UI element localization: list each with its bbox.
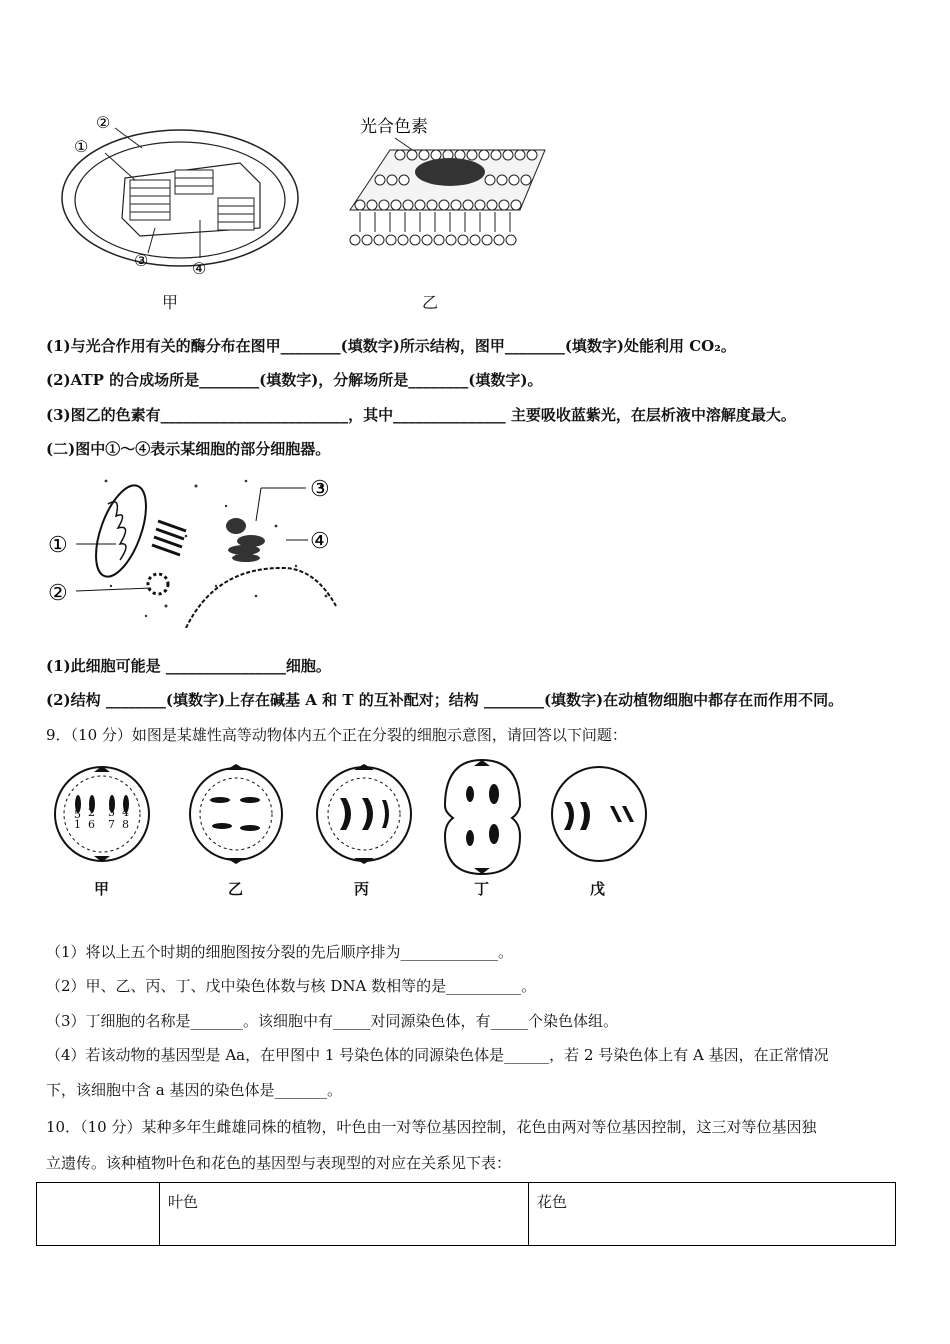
- q9-sub2: （2）甲、乙、丙、丁、戊中染色体数与核 DNA 数相等的是__________。: [46, 977, 537, 995]
- phenotype-table: [36, 1182, 896, 1246]
- cell-label-bing: 丙: [354, 880, 370, 898]
- table-header-empty: [37, 1183, 160, 1246]
- dividing-cells-figure: [50, 756, 650, 904]
- organelle-marker-2: ②: [48, 581, 68, 606]
- q9-sub3: （3）丁细胞的名称是_______。该细胞中有_____对同源染色体，有_____个染色体组。: [46, 1012, 619, 1030]
- table-header-leaf-color: 叶色: [160, 1183, 529, 1246]
- chromosome-num-7: 7: [108, 818, 115, 831]
- chromosome-num-3: 3: [108, 806, 115, 819]
- cell-label-jia: 甲: [94, 880, 110, 898]
- chromosome-num-5: 5: [74, 808, 81, 821]
- cell-label-yi: 乙: [228, 880, 244, 898]
- pigment-label: 光合色素: [360, 117, 428, 137]
- chromosome-num-2: 2: [88, 806, 95, 819]
- caption-jia: 甲: [162, 293, 179, 312]
- q1-line3: (3)图乙的色素有_________________________，其中_______________ 主要吸收蓝紫光，在层析液中溶解度最大。: [46, 406, 796, 424]
- q9-sub4a: （4）若该动物的基因型是 Aa，在甲图中 1 号染色体的同源染色体是______，若 2 号染色体上有 A 基因，在正常情况: [46, 1046, 829, 1064]
- q1-line1: (1)与光合作用有关的酶分布在图甲________(填数字)所示结构，图甲________(填数字)处能利用 CO₂。: [46, 337, 736, 355]
- q2-line1: (1)此细胞可能是 ________________细胞。: [46, 657, 331, 675]
- table-header-row: [37, 1183, 896, 1246]
- marker-3: ③: [134, 251, 149, 270]
- marker-4: ④: [192, 259, 207, 278]
- q1-line4: (二)图中①～④表示某细胞的部分细胞器。: [46, 440, 331, 458]
- chromosome-num-8: 8: [122, 818, 129, 831]
- chromosome-num-4: 4: [122, 806, 129, 819]
- q10-heading: 10．（10 分）某种多年生雌雄同株的植物，叶色由一对等位基因控制，花色由两对等位基因控制，这三对等位基因独: [46, 1118, 817, 1136]
- cell-label-wu: 戊: [590, 880, 606, 898]
- organelle-marker-4: ④: [310, 529, 330, 554]
- q10-line2: 立遗传。该种植物叶色和花色的基因型与表现型的对应在关系见下表：: [46, 1154, 512, 1172]
- membrane-figure: [340, 110, 560, 260]
- q9-sub1: （1）将以上五个时期的细胞图按分裂的先后顺序排为_____________。: [46, 943, 514, 961]
- chromosome-num-6: 6: [88, 818, 95, 831]
- q9-heading: 9．（10 分）如图是某雄性高等动物体内五个正在分裂的细胞示意图，请回答以下问题：: [46, 726, 627, 744]
- chromosome-num-1: 1: [74, 818, 81, 831]
- marker-1: ①: [74, 137, 89, 156]
- chloroplast-figure: [60, 108, 320, 278]
- organelle-figure: [46, 466, 341, 628]
- marker-2: ②: [96, 113, 111, 132]
- organelle-marker-3: ③: [310, 477, 330, 502]
- cell-label-ding: 丁: [474, 880, 490, 898]
- q2-line2: (2)结构 ________(填数字)上存在碱基 A 和 T 的互补配对；结构 ________(填数字)在动植物细胞中都存在而作用不同。: [46, 691, 844, 709]
- table-header-flower-color: 花色: [529, 1183, 896, 1246]
- caption-yi: 乙: [422, 293, 439, 312]
- organelle-marker-1: ①: [48, 533, 68, 558]
- q9-sub4b: 下，该细胞中含 a 基因的染色体是_______。: [46, 1081, 342, 1099]
- q1-line2: (2)ATP 的合成场所是________(填数字)，分解场所是________(填数字)。: [46, 371, 543, 389]
